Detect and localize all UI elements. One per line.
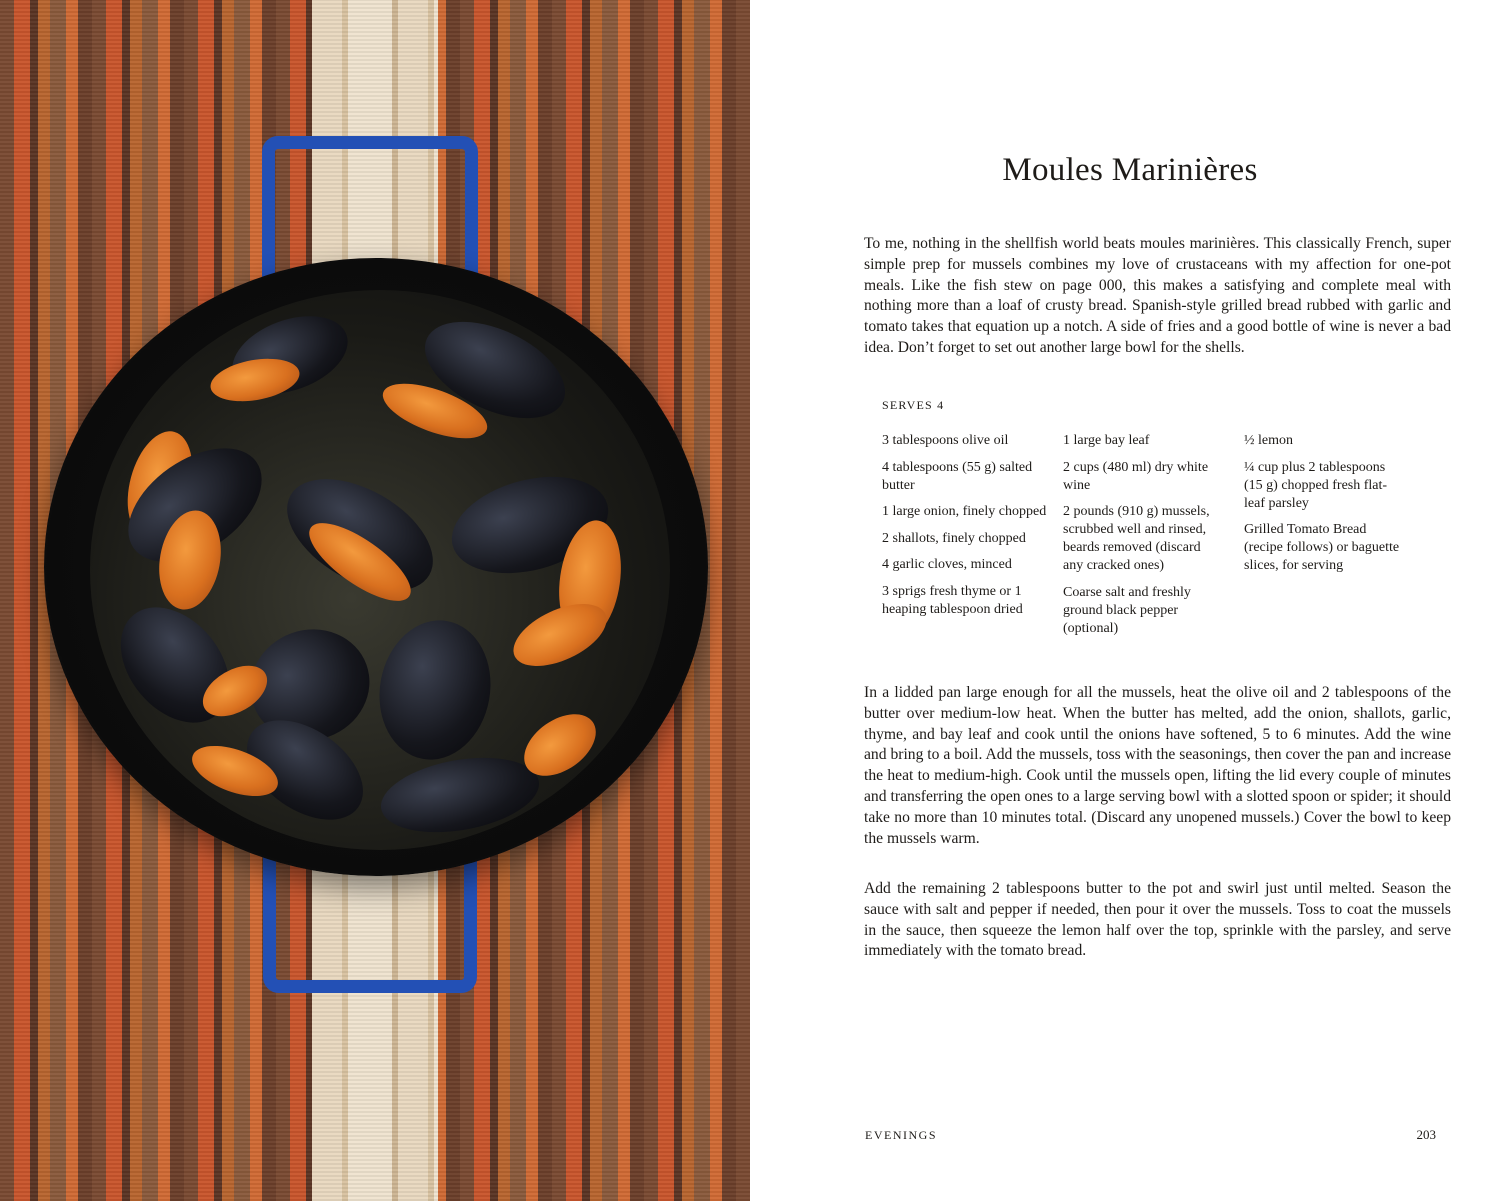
section-running-footer: EVENINGS xyxy=(865,1128,937,1142)
ingredients-column-1 xyxy=(882,432,1048,627)
ingredient: ¼ cup plus 2 tablespoons (15 g) chopped fresh flat-leaf parsley xyxy=(1244,459,1388,511)
ingredient: 3 tablespoons olive oil xyxy=(882,433,1009,448)
ingredient: 2 pounds (910 g) mussels, scrubbed well and rinsed, beards removed (discard any cracked ones) xyxy=(1063,504,1210,573)
recipe-page xyxy=(750,0,1500,1201)
method-step-1: In a lidded pan large enough for all the mussels, heat the olive oil and 2 tablespoons of the butter over medium-low heat. When the butter has melted, add the onion, shallots, garlic, thyme, and bay leaf and cook until the onions have softened, 5 to 6 minutes. Add the wine and bring to a boil. Add the mussels, toss with the seasonings, then cover the pan and increase the heat to medium-high. Cook until the mussels open, lifting the lid every couple of minutes and transferring the open ones to a large serving bowl with a slotted spoon or spider; it should take no more than 10 minutes total. (Discard any unopened mussels.) Cover the bowl to keep the mussels warm. xyxy=(864,684,1451,847)
ingredient: 4 garlic cloves, minced xyxy=(882,557,1012,572)
ingredient: 4 tablespoons (55 g) salted butter xyxy=(882,459,1033,493)
mussel-shell xyxy=(369,612,502,769)
ingredient: Grilled Tomato Bread (recipe follows) or baguette slices, for serving xyxy=(1244,522,1400,573)
ingredient: Coarse salt and freshly ground black pepper (optional) xyxy=(1063,584,1191,636)
pot-contents xyxy=(90,290,670,850)
serves-label: SERVES 4 xyxy=(882,398,945,412)
recipe-intro: To me, nothing in the shellfish world beats moules marinières. This classically French, super simple prep for mussels combines my love of crustaceans with my affection for one-pot meals. Like the fish stew on page 000, this makes a satisfying and complete meal with nothing more than a loaf of crusty bread. Spanish-style grilled bread rubbed with garlic and tomato takes that equation up a notch. A side of fries and a good bottle of wine is never a bad idea. Don’t forget to set out another large bowl for the shells. xyxy=(864,235,1451,356)
ingredients-column-3 xyxy=(1244,432,1404,584)
ingredient: 2 cups (480 ml) dry white wine xyxy=(1063,459,1209,493)
recipe-title: Moules Marinières xyxy=(1002,152,1258,188)
method-step-2: Add the remaining 2 tablespoons butter to the pot and swirl just until melted. Season the sauce with salt and pepper if needed, then pour it over the mussels. Toss to coat the mussels in the sauce, then squeeze the lemon half over the top, sprinkle with the parsley, and serve immediately with the tomato bread. xyxy=(864,880,1451,960)
page-number: 203 xyxy=(1416,1127,1436,1142)
ingredients-column-2 xyxy=(1063,432,1223,646)
ingredient: 3 sprigs fresh thyme or 1 heaping tablespoon dried xyxy=(882,583,1023,617)
ingredient: ½ lemon xyxy=(1244,433,1293,448)
ingredient: 2 shallots, finely chopped xyxy=(882,530,1026,546)
ingredient: 1 large bay leaf xyxy=(1063,433,1150,448)
ingredient: 1 large onion, finely chopped xyxy=(882,504,1047,519)
